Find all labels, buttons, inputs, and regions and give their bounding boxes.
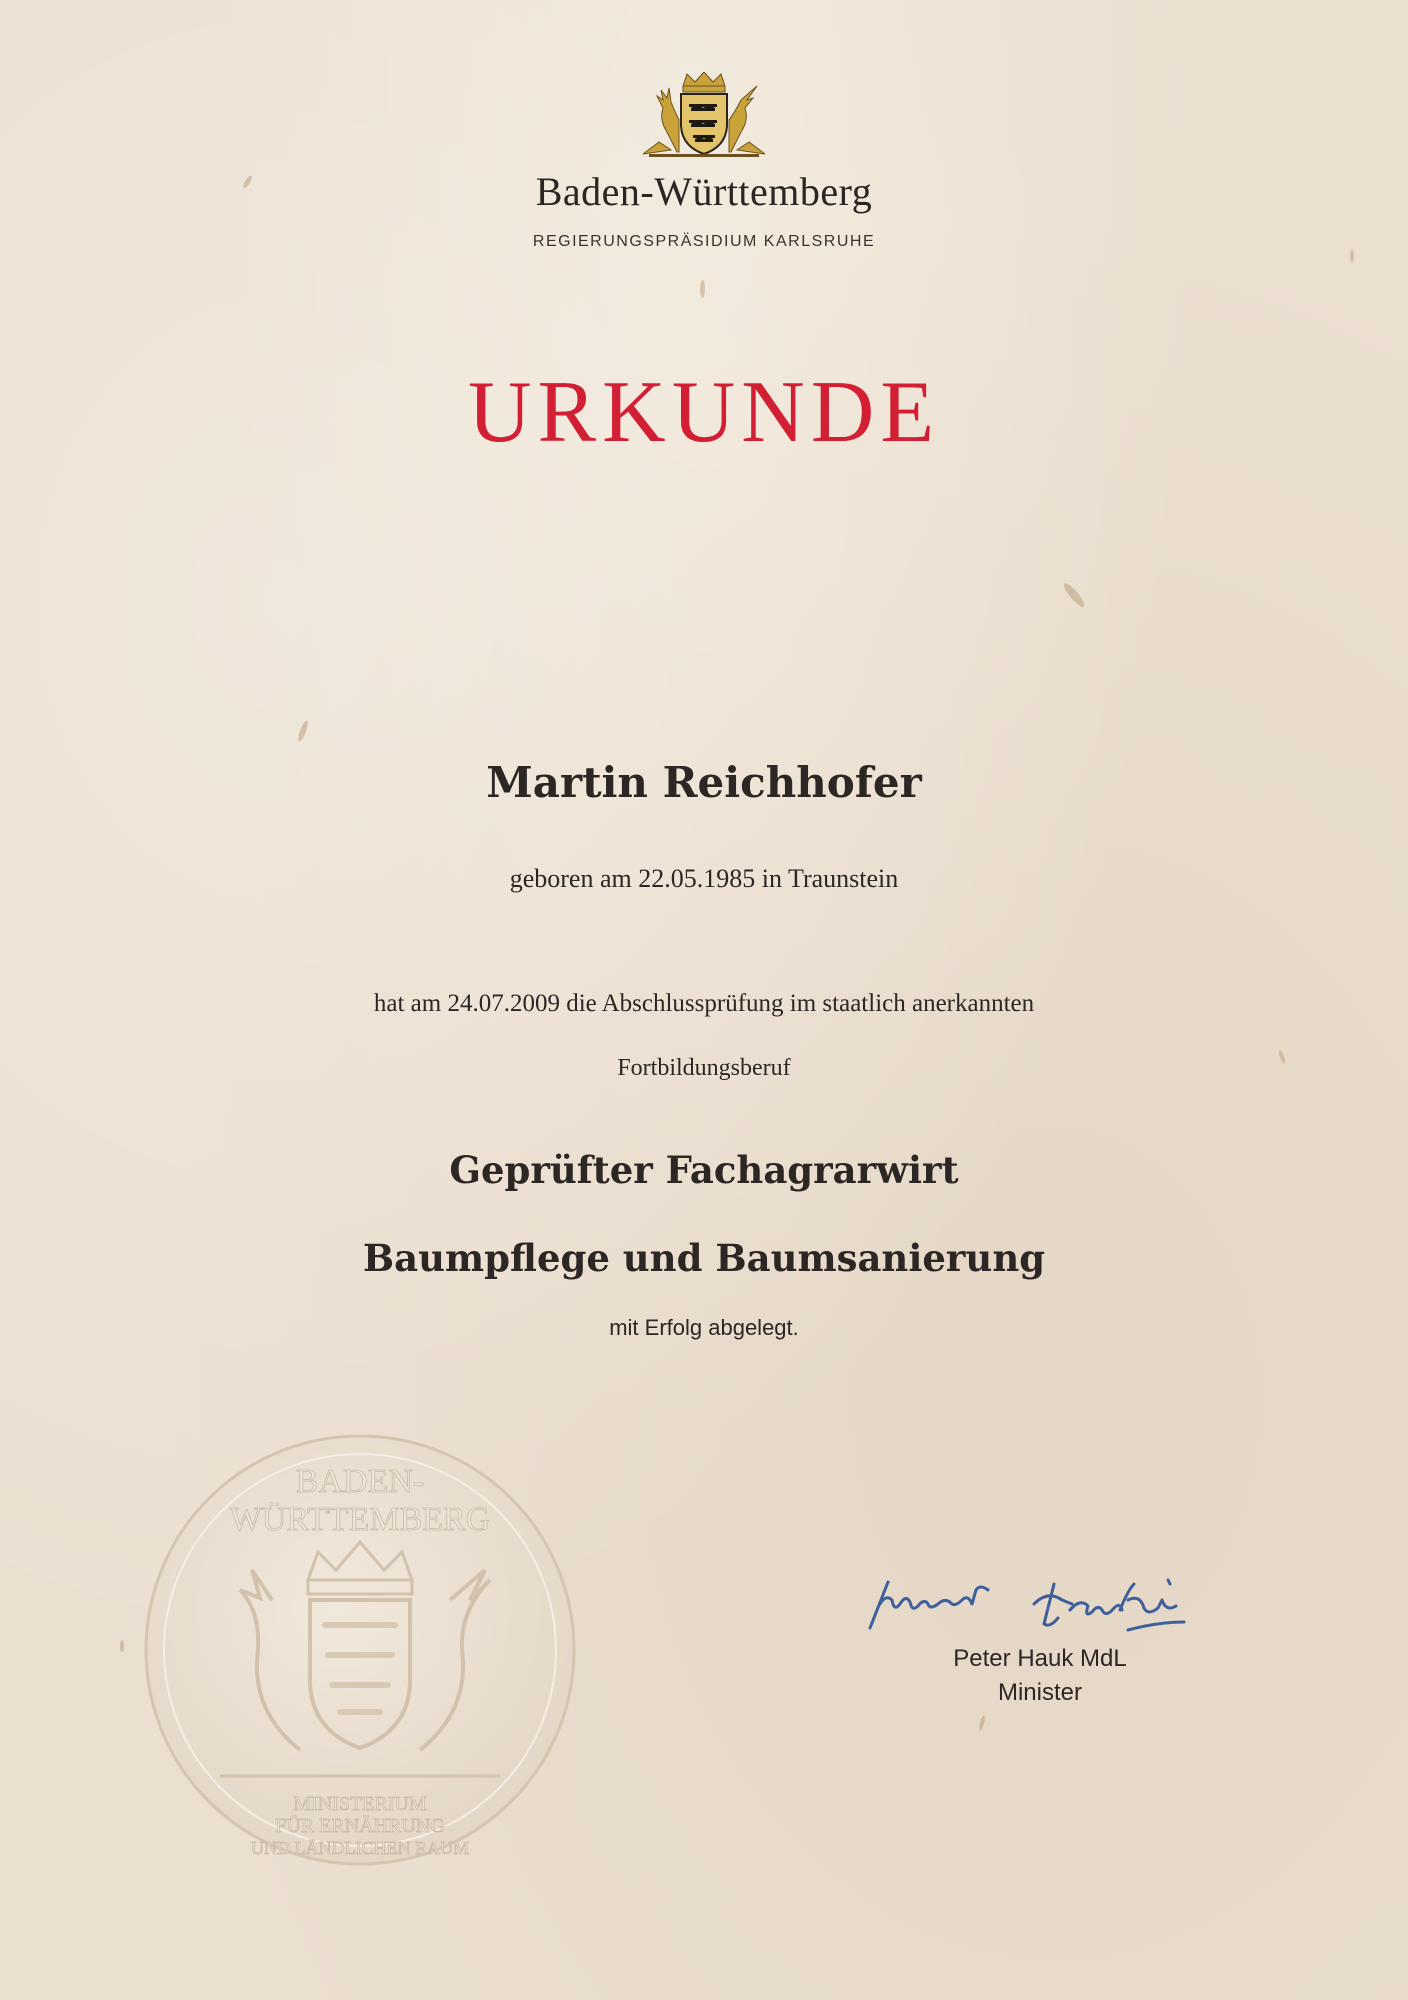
paper-fleck [978,1715,986,1731]
signatory-name: Peter Hauk MdL [953,1645,1127,1672]
qualification-title: Geprüfter Fachagrarwirt [449,1148,959,1192]
paper-fleck [296,720,309,743]
profession-type: Fortbildungsberuf [617,1055,791,1081]
exam-statement: hat am 24.07.2009 die Abschlussprüfung im staatlich anerkannten [373,990,1035,1017]
seal-text-bottom-2: FÜR ERNÄHRUNG [275,1815,445,1837]
signatory-role: Minister [997,1679,1082,1706]
seal-text-bottom-1: MINISTERIUM [293,1793,427,1815]
qualification-specialization: Baumpflege und Baumsanierung [362,1236,1046,1280]
seal-text-bottom-3: UND LÄNDLICHEN RAUM [251,1838,469,1858]
success-statement: mit Erfolg abgelegt. [609,1315,799,1340]
document-title: URKUNDE [467,364,941,461]
paper-fleck [1061,581,1086,609]
birth-info: geboren am 22.05.1985 in Traunstein [509,864,899,893]
seal-text-top-2: WÜRTTEMBERG [229,1501,491,1538]
embossed-seal-icon [140,1430,580,1870]
seal-text-top-1: BADEN- [295,1463,425,1500]
paper-fleck [700,280,705,298]
recipient-name: Martin Reichhofer [486,758,922,807]
state-name: Baden-Württemberg [535,169,873,214]
paper-fleck [1350,250,1354,262]
paper-fleck [120,1640,124,1652]
issuing-authority: REGIERUNGSPRÄSIDIUM KARLSRUHE [532,233,876,250]
baden-wuerttemberg-coat-of-arms-icon [629,72,779,158]
